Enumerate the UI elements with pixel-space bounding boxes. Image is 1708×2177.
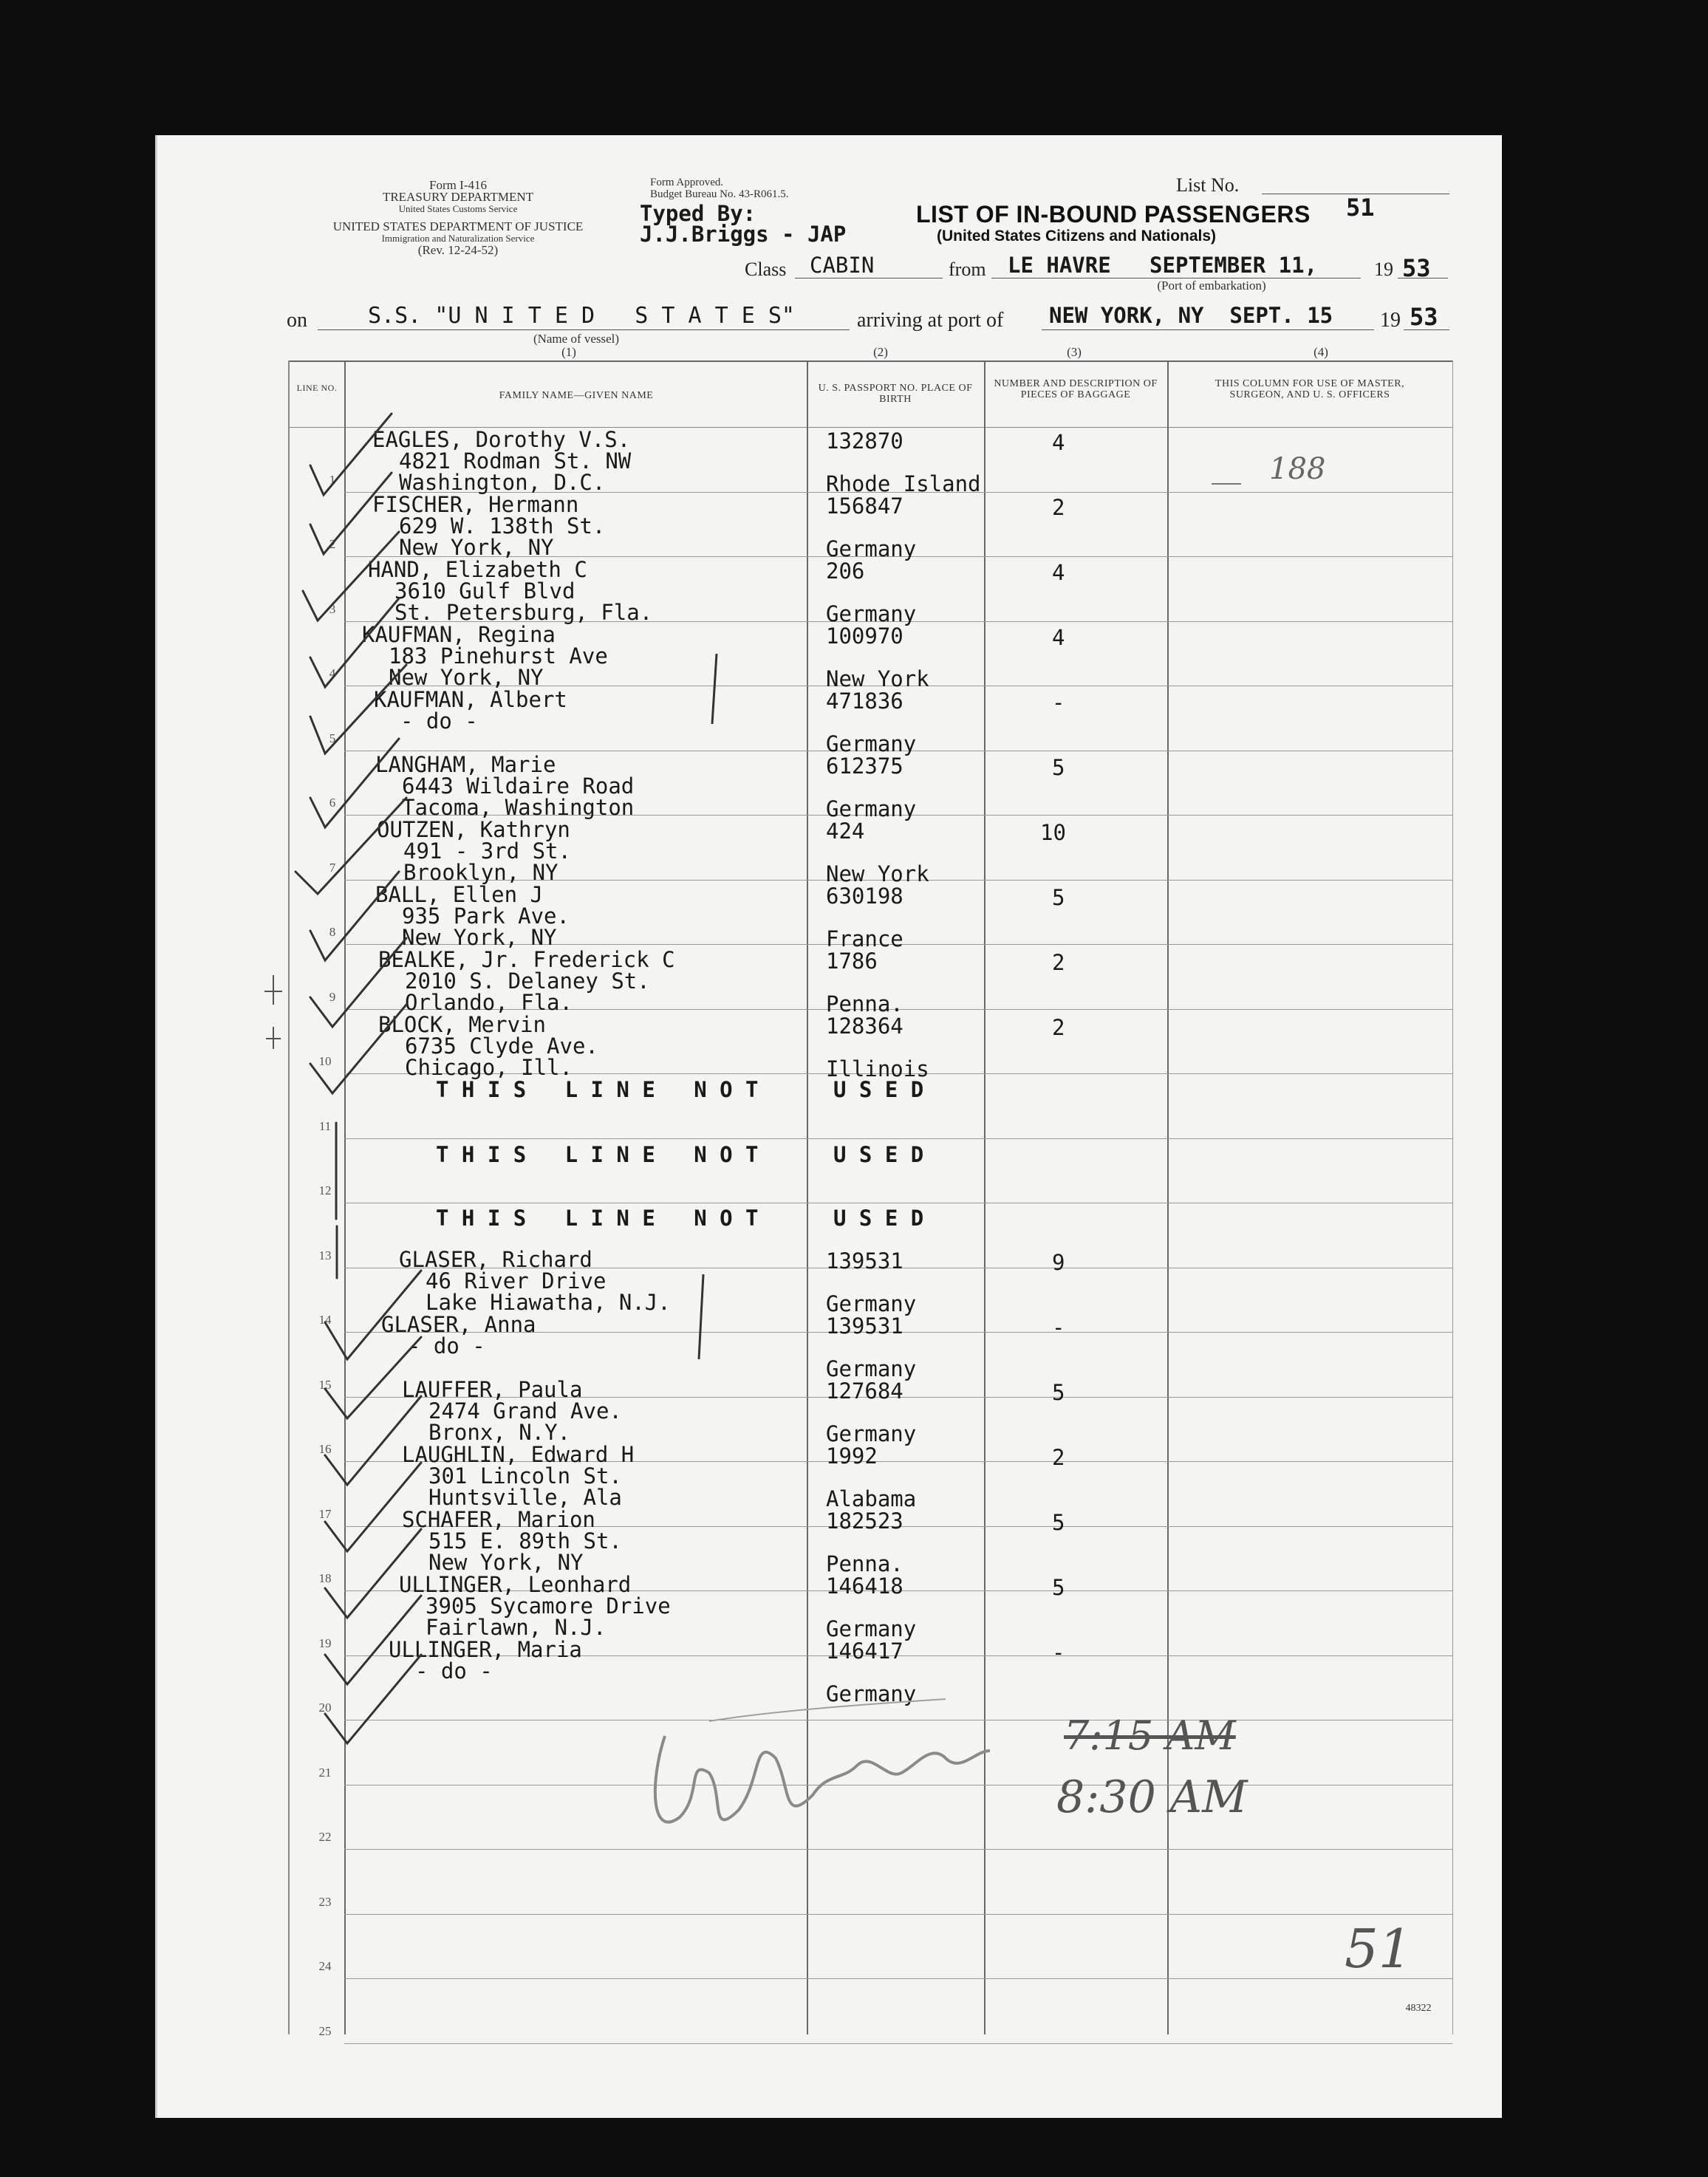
line-number: 6 — [329, 796, 336, 810]
passenger-address-line2: Fairlawn, N.J. — [426, 1615, 607, 1640]
passenger-address-line1: 301 Lincoln St. — [428, 1463, 622, 1489]
typed-by-label: Typed By: — [640, 201, 756, 226]
passenger-address-line1: - do - — [408, 1333, 485, 1359]
row-line — [344, 2043, 1452, 2044]
dept-treasury: TREASURY DEPARTMENT — [382, 190, 534, 204]
baggage-count: 5 — [1052, 885, 1065, 910]
dept-customs: United States Customs Service — [398, 203, 518, 214]
passenger-address-line2: Brooklyn, NY — [403, 860, 558, 885]
baggage-count: 10 — [1040, 820, 1066, 845]
passenger-address-line1: 6735 Clyde Ave. — [405, 1033, 598, 1059]
passenger-address-line1: 183 Pinehurst Ave — [389, 643, 608, 669]
class-label: Class — [745, 259, 787, 280]
arriving-label: arriving at port of — [857, 309, 1004, 332]
baggage-count: 2 — [1052, 495, 1065, 520]
passenger-address-line1: 629 W. 138th St. — [399, 513, 606, 539]
passenger-name: HAND, Elizabeth C — [368, 557, 587, 582]
footer-code: 48322 — [1405, 2003, 1432, 2014]
baggage-count: - — [1052, 690, 1065, 715]
line-number: 2 — [329, 537, 336, 551]
line-number: 3 — [329, 602, 336, 616]
year-arrival: 53 — [1410, 303, 1438, 331]
passport-number: 139531 — [826, 1313, 903, 1339]
form-approved: Form Approved. — [650, 177, 724, 188]
typed-by-name: J.J.Briggs - JAP — [640, 222, 847, 247]
col-num-2: (2) — [873, 345, 888, 359]
passport-number: 146418 — [826, 1573, 903, 1599]
row-line — [344, 1138, 1452, 1139]
col-head-baggage: NUMBER AND DESCRIPTION OF PIECES OF BAGGAGE — [994, 378, 1158, 400]
passport-number: 156847 — [826, 493, 903, 519]
col-num-3: (3) — [1067, 345, 1082, 359]
passenger-address-line1: 515 E. 89th St. — [428, 1528, 622, 1554]
place-of-birth: Germany — [826, 1616, 917, 1641]
passenger-name: GLASER, Anna — [381, 1312, 536, 1337]
list-no-label: List No. — [1176, 174, 1240, 196]
line-not-used-text: U S E D — [833, 1206, 924, 1231]
baggage-count: 9 — [1052, 1250, 1065, 1275]
baggage-count: 4 — [1052, 430, 1065, 455]
passport-number: 127684 — [826, 1378, 903, 1404]
place-of-birth: Germany — [826, 796, 917, 821]
margin-strokes-2 — [687, 1271, 717, 1367]
passport-number: 1786 — [826, 949, 878, 974]
line-number: 4 — [329, 666, 336, 680]
passenger-name: GLASER, Richard — [399, 1247, 592, 1272]
baggage-count: 5 — [1052, 755, 1065, 780]
passenger-name: KAUFMAN, Albert — [374, 687, 567, 712]
place-of-birth: Germany — [826, 601, 917, 626]
passport-number: 206 — [826, 558, 865, 584]
officer-signature — [635, 1692, 1049, 1862]
col-num-4: (4) — [1314, 345, 1328, 359]
place-of-birth: Alabama — [826, 1486, 917, 1511]
passenger-address-line2: New York, NY — [399, 535, 554, 560]
line-number: 11 — [318, 1119, 332, 1133]
place-of-birth: Germany — [826, 536, 917, 561]
passenger-address-line1: 6443 Wildaire Road — [402, 773, 635, 799]
passenger-address-line1: - do - — [400, 708, 478, 734]
margin-strokes — [702, 650, 731, 731]
vessel-caption: (Name of vessel) — [533, 332, 620, 346]
passport-number: 100970 — [826, 623, 903, 649]
baggage-count: 2 — [1052, 950, 1065, 975]
passport-number: 630198 — [826, 884, 903, 909]
place-of-birth: New York — [826, 861, 929, 886]
line-number: 14 — [318, 1313, 332, 1327]
col-head-passport: U. S. PASSPORT NO. PLACE OF BIRTH — [818, 383, 973, 405]
passenger-name: OUTZEN, Kathryn — [377, 817, 570, 842]
passenger-name: LAUFFER, Paula — [402, 1377, 583, 1402]
place-of-birth: Germany — [826, 1356, 917, 1381]
arrival-port: NEW YORK, NY SEPT. 15 — [1049, 303, 1333, 328]
passenger-address-line1: - do - — [415, 1658, 493, 1684]
passport-number: 424 — [826, 818, 865, 844]
line-number: 8 — [329, 925, 336, 939]
place-of-birth: Germany — [826, 1291, 917, 1316]
passenger-address-line1: 4821 Rodman St. NW — [399, 448, 632, 474]
passport-number: 139531 — [826, 1248, 903, 1274]
place-of-birth: France — [826, 926, 903, 951]
passenger-address-line2: Lake Hiawatha, N.J. — [426, 1290, 671, 1315]
passenger-address-line2: Bronx, N.Y. — [428, 1420, 571, 1445]
line-not-used-text: T H I S L I N E N O T — [436, 1077, 759, 1102]
budget-bureau: Budget Bureau No. 43-R061.5. — [650, 188, 789, 200]
from-value: LE HAVRE SEPTEMBER 11, — [1008, 253, 1318, 278]
time-struck: 7:15 AM — [1064, 1712, 1236, 1759]
passenger-address-line1: 46 River Drive — [426, 1268, 607, 1293]
dept-justice: UNITED STATES DEPARTMENT OF JUSTICE — [332, 219, 584, 233]
line-number: 20 — [318, 1701, 332, 1715]
col-head-line-no: LINE NO. — [296, 383, 338, 393]
place-of-birth: Germany — [826, 1421, 917, 1446]
line-number: 12 — [318, 1183, 332, 1197]
line-not-used-text: T H I S L I N E N O T — [436, 1142, 759, 1167]
tick-marks — [251, 960, 296, 1064]
table-top-border — [288, 360, 1452, 362]
line-number: 9 — [329, 990, 336, 1004]
passport-number: 182523 — [826, 1508, 903, 1534]
passport-number: 471836 — [826, 688, 903, 714]
place-of-birth: Penna. — [826, 991, 903, 1016]
baggage-count: - — [1052, 1640, 1065, 1665]
line-not-used-text: U S E D — [833, 1142, 924, 1167]
dash-mark — [1212, 483, 1241, 485]
baggage-count: 2 — [1052, 1015, 1065, 1040]
list-no: 51 — [1346, 194, 1375, 222]
line-number: 23 — [318, 1895, 332, 1909]
passenger-name: BEALKE, Jr. Frederick C — [378, 947, 675, 972]
passport-number: 132870 — [826, 428, 903, 454]
baggage-count: 4 — [1052, 560, 1065, 585]
passenger-name: ULLINGER, Leonhard — [399, 1572, 632, 1597]
baggage-count: - — [1052, 1315, 1065, 1340]
year-prefix-2: 19 — [1380, 309, 1401, 332]
passenger-address-line1: 3905 Sycamore Drive — [426, 1593, 671, 1619]
line-number: 7 — [329, 861, 336, 875]
passenger-name: LANGHAM, Marie — [375, 752, 556, 777]
passenger-address-line2: Chicago, Ill. — [405, 1055, 573, 1080]
passenger-address-line2: New York, NY — [389, 665, 544, 690]
row-line — [344, 1914, 1452, 1915]
passenger-address-line2: St. Petersburg, Fla. — [394, 600, 653, 625]
passenger-address-line2: Huntsville, Ala — [428, 1485, 622, 1510]
line-number: 5 — [329, 731, 336, 745]
place-of-birth: Rhode Island — [826, 471, 981, 496]
passenger-address-line1: 3610 Gulf Blvd — [394, 578, 575, 604]
dept-ins: Immigration and Naturalization Service — [381, 233, 535, 244]
baggage-count: 2 — [1052, 1445, 1065, 1470]
year-prefix: 19 — [1374, 259, 1393, 280]
passenger-name: FISCHER, Hermann — [372, 492, 579, 517]
passenger-name: KAUFMAN, Regina — [362, 622, 556, 647]
place-of-birth: New York — [826, 666, 929, 691]
baggage-count: 4 — [1052, 625, 1065, 650]
passport-number: 146417 — [826, 1638, 903, 1664]
passport-number: 1992 — [826, 1443, 878, 1469]
line-number: 13 — [318, 1248, 332, 1262]
line-not-used-text: U S E D — [833, 1077, 924, 1102]
checkmarks — [281, 384, 458, 1751]
line-number: 18 — [318, 1571, 332, 1585]
list-subtitle: (United States Citizens and Nationals) — [937, 228, 1217, 245]
line-number: 10 — [318, 1054, 332, 1068]
passenger-address-line1: 935 Park Ave. — [402, 903, 570, 929]
passenger-address-line2: New York, NY — [402, 925, 557, 950]
passport-number: 128364 — [826, 1014, 903, 1039]
vessel-name: S.S. "U N I T E D S T A T E S" — [368, 303, 795, 329]
form-revision: (Rev. 12-24-52) — [417, 243, 499, 257]
officer-number-mark: 188 — [1269, 452, 1326, 486]
passenger-address-line2: New York, NY — [428, 1550, 584, 1575]
line-number: 15 — [318, 1378, 332, 1392]
col-head-officers: THIS COLUMN FOR USE OF MASTER, SURGEON, AND U. S. OFFICERS — [1215, 378, 1405, 400]
line-number: 24 — [318, 1959, 332, 1973]
passenger-address-line2: Washington, D.C. — [399, 470, 606, 495]
form-number: Form I-416 — [429, 178, 487, 192]
passport-number: 612375 — [826, 753, 903, 779]
passenger-address-line1: 491 - 3rd St. — [403, 838, 571, 864]
passenger-address-line1: 2474 Grand Ave. — [428, 1398, 622, 1424]
class-value: CABIN — [810, 253, 875, 278]
line-number: 16 — [318, 1442, 332, 1456]
passenger-address-line2: Orlando, Fla. — [405, 990, 573, 1015]
port-embark-caption: (Port of embarkation) — [1157, 278, 1266, 293]
place-of-birth: Penna. — [826, 1551, 903, 1576]
page-mark: 51 — [1345, 1918, 1412, 1980]
passenger-name: BALL, Ellen J — [375, 882, 543, 907]
line-number: 19 — [318, 1636, 332, 1650]
place-of-birth: Germany — [826, 731, 917, 756]
line-number: 21 — [318, 1766, 332, 1780]
place-of-birth: Illinois — [826, 1056, 929, 1081]
passenger-name: EAGLES, Dorothy V.S. — [372, 427, 631, 452]
passenger-name: BLOCK, Mervin — [378, 1012, 546, 1037]
line-number: 1 — [329, 473, 336, 487]
passenger-name: ULLINGER, Maria — [389, 1637, 582, 1662]
line-number: 25 — [318, 2024, 332, 2038]
line-number: 22 — [318, 1830, 332, 1844]
passenger-name: SCHAFER, Marion — [402, 1507, 595, 1532]
passenger-address-line2: Tacoma, Washington — [402, 795, 635, 820]
passenger-name: LAUGHLIN, Edward H — [402, 1442, 635, 1467]
passenger-address-line1: 2010 S. Delaney St. — [405, 968, 650, 994]
from-label: from — [949, 259, 986, 280]
line-not-used-text: T H I S L I N E N O T — [436, 1206, 759, 1231]
col-head-name: FAMILY NAME—GIVEN NAME — [499, 390, 654, 401]
on-label: on — [287, 309, 307, 332]
baggage-count: 5 — [1052, 1575, 1065, 1600]
row-line — [344, 1978, 1452, 1979]
col-border-5 — [1452, 360, 1453, 2034]
baggage-count: 5 — [1052, 1380, 1065, 1405]
col-num-1: (1) — [561, 345, 576, 359]
line-number: 17 — [318, 1507, 332, 1521]
arrival-time: 8:30 AM — [1056, 1771, 1248, 1823]
year-embark: 53 — [1402, 254, 1431, 282]
place-of-birth: Germany — [826, 1681, 917, 1706]
list-title: LIST OF IN-BOUND PASSENGERS — [916, 201, 1311, 228]
baggage-count: 5 — [1052, 1510, 1065, 1535]
